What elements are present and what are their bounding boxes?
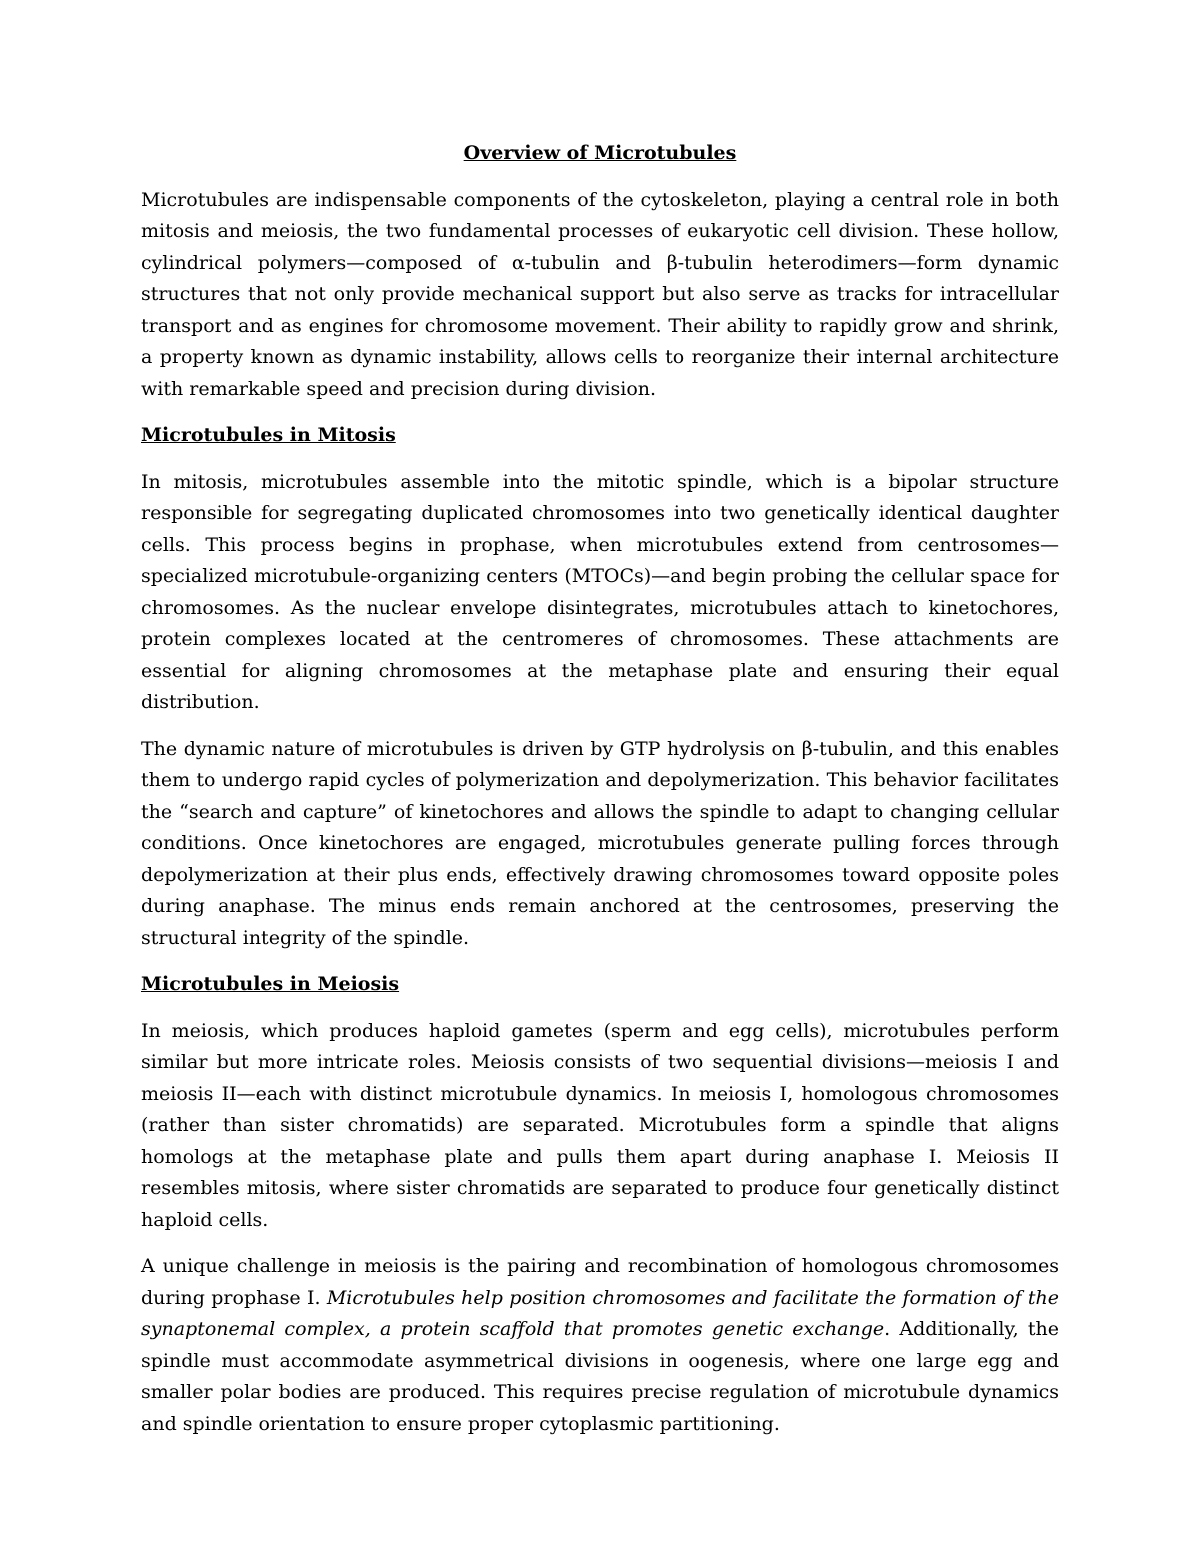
- meiosis-paragraph-2-italic: Microtubules help position chromosomes and facilitate the formation of the synaptonemal complex, a protein scaffold that promotes genetic exchange: [141, 1286, 1059, 1340]
- meiosis-heading: Microtubules in Meiosis: [141, 973, 400, 995]
- intro-paragraph: Microtubules are indispensable components of the cytoskeleton, playing a central role in both mitosis and meiosis, the two fundamental processes of eukaryotic cell division. These hollow, cylindrical polymers—composed of α-tubulin and β-tubulin heterodimers—form dynamic structures that not only provide mechanical support but also serve as tracks for intracellular transport and as engines for chromosome movement. Their ability to rapidly grow and shrink, a property known as dynamic instability, allows cells to reorganize their internal architecture with remarkable speed and precision during division.: [141, 188, 1059, 400]
- document-page: [141, 138, 1059, 1455]
- meiosis-paragraph-2: [141, 1251, 1059, 1440]
- meiosis-paragraph-2-start: A unique challenge in meiosis is the pairing and recombination of homologous chromosomes during prophase I.: [141, 1255, 1059, 1309]
- mitosis-paragraph-2: The dynamic nature of microtubules is driven by GTP hydrolysis on β-tubulin, and this enables them to undergo rapid cycles of polymerization and depolymerization. This behavior facilitates the “search and capture” of kinetochores and allows the spindle to adapt to changing cellular conditions. Once kinetochores are engaged, microtubules generate pulling forces through depolymerization at their plus ends, effectively drawing chromosomes toward opposite poles during anaphase. The minus ends remain anchored at the centrosomes, preserving the structural integrity of the spindle.: [141, 737, 1059, 949]
- meiosis-paragraph-2-end: . Additionally, the spindle must accommodate asymmetrical divisions in oogenesis, where one large egg and smaller polar bodies are produced. This requires precise regulation of microtubule dynamics and spindle orientation to ensure proper cytoplasmic partitioning.: [141, 1318, 1059, 1435]
- meiosis-paragraph-1: In meiosis, which produces haploid gametes (sperm and egg cells), microtubules perform similar but more intricate roles. Meiosis consists of two sequential divisions—meiosis I and meiosis II—each with distinct microtubule dynamics. In meiosis I, homologous chromosomes (rather than sister chromatids) are separated. Microtubules form a spindle that aligns homologs at the metaphase plate and pulls them apart during anaphase I. Meiosis II resembles mitosis, where sister chromatids are separated to produce four genetically distinct haploid cells.: [141, 1019, 1059, 1231]
- document-title: Overview of Microtubules: [463, 142, 737, 164]
- mitosis-paragraph-1: In mitosis, microtubules assemble into the mitotic spindle, which is a bipolar structure responsible for segregating duplicated chromosomes into two genetically identical daughter cells. This process begins in prophase, when microtubules extend from centrosomes—specialized microtubule-organizing centers (MTOCs)—and begin probing the cellular space for chromosomes. As the nuclear envelope disintegrates, microtubules attach to kinetochores, protein complexes located at the centromeres of chromosomes. These attachments are essential for aligning chromosomes at the metaphase plate and ensuring their equal distribution.: [141, 470, 1059, 713]
- mitosis-heading: Microtubules in Mitosis: [141, 424, 396, 446]
